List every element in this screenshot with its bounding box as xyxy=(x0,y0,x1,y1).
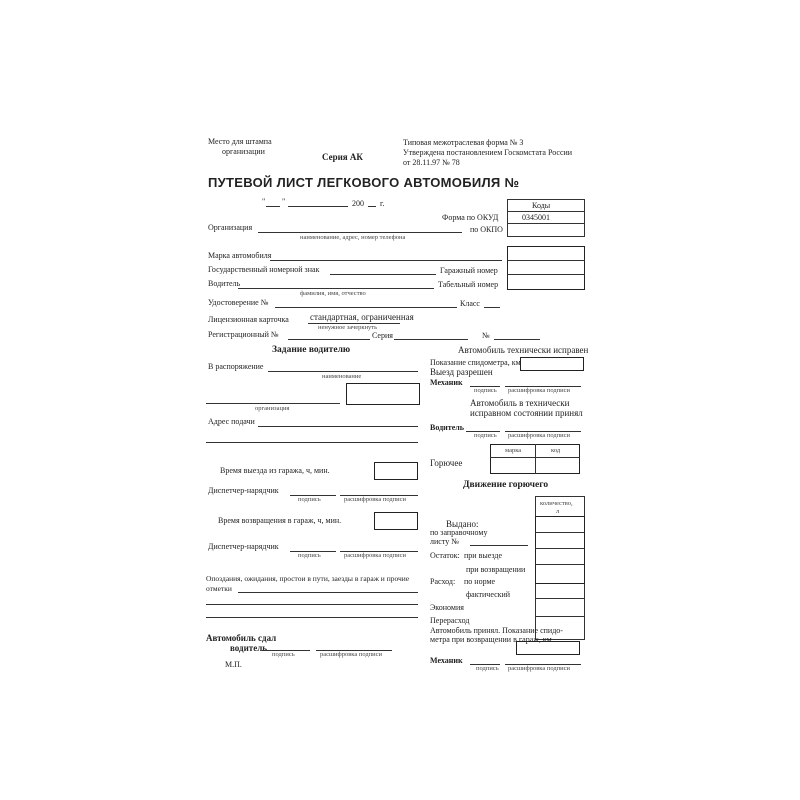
exit-allowed-label: Выезд разрешен xyxy=(430,367,493,377)
task-heading: Задание водителю xyxy=(272,345,351,355)
at-exit-label: при выезде xyxy=(464,551,502,560)
marks-label: отметки xyxy=(206,584,232,593)
marks-field-2[interactable] xyxy=(206,604,418,605)
tab-number-label: Табельный номер xyxy=(438,280,499,289)
by-refuel-label-1: по заправочному xyxy=(430,528,488,537)
handed-signature-hint: подпись xyxy=(272,651,295,658)
quantity-header-1: количество, xyxy=(540,500,573,507)
license-field[interactable] xyxy=(275,307,457,308)
at-return-label: при возвращении xyxy=(466,565,526,574)
mechanic-label-2: Механик xyxy=(430,656,463,665)
page-title: ПУТЕВОЙ ЛИСТ ЛЕГКОВОГО АВТОМОБИЛЯ № xyxy=(208,175,520,190)
signature-decode-hint: расшифровка подписи xyxy=(344,496,407,503)
garage-number-label: Гаражный номер xyxy=(440,266,498,275)
class-label: Класс xyxy=(460,299,480,308)
date-year: 200 xyxy=(352,199,364,208)
form-type-line-2: Утверждена постановлением Госкомстата России xyxy=(403,148,573,157)
disposal-label: В распоряжение xyxy=(208,362,264,371)
car-accepted-label-2: метра при возвращении в гараж, км xyxy=(430,635,552,644)
garage-box-divider xyxy=(507,274,585,275)
state-number-field[interactable] xyxy=(330,274,436,275)
return-time-box[interactable] xyxy=(374,512,418,530)
driver-hint: фамилия, имя, отчество xyxy=(300,290,366,297)
license-label: Удостоверение № xyxy=(208,298,269,307)
delays-label: Опоздания, ожидания, простои в пути, заезды в гараж и прочие xyxy=(206,574,410,583)
license-card-hint: ненужное зачеркнуть xyxy=(318,324,378,331)
car-brand-label: Марка автомобиля xyxy=(208,251,272,260)
okud-value: 0345001 xyxy=(522,213,550,222)
quantity-cells-thick xyxy=(535,516,585,584)
car-handed-driver-label: водитель xyxy=(230,643,268,653)
class-field[interactable] xyxy=(484,307,500,308)
driver-label: Водитель xyxy=(208,279,241,288)
address-field[interactable] xyxy=(258,426,418,427)
driver-accept-decode-hint: расшифровка подписи xyxy=(508,432,571,439)
mechanic-label: Механик xyxy=(430,378,463,387)
driver-field[interactable] xyxy=(238,288,434,289)
garage-box-divider xyxy=(507,260,585,261)
odometer-box[interactable] xyxy=(520,357,584,371)
accepted-label-1: Автомобиль в технически xyxy=(470,398,570,408)
series-field-label: Серия xyxy=(372,331,393,340)
accepted-label-2: исправном состоянии принял xyxy=(470,408,583,418)
quantity-header-2: л xyxy=(556,508,560,515)
fuel-code-label: код xyxy=(551,447,561,454)
car-handed-label: Автомобиль сдал xyxy=(206,633,277,643)
disposal-code-box[interactable] xyxy=(346,383,420,405)
signature-hint-2: подпись xyxy=(298,552,321,559)
car-accepted-label-1: Автомобиль принял. Показание спидо- xyxy=(430,626,563,635)
reg-number-label: Регистрационный № xyxy=(208,330,279,339)
address-label: Адрес подачи xyxy=(208,417,255,426)
mechanic-2-decode-hint: расшифровка подписи xyxy=(508,665,571,672)
stamp-label: М.П. xyxy=(225,660,242,669)
fuel-brand-label: марка xyxy=(505,447,522,454)
stamp-place-label: Место для штампа xyxy=(208,137,272,146)
dispatcher-label-2: Диспетчер-нарядчик xyxy=(208,542,279,551)
fuel-movement-heading: Движение горючего xyxy=(463,480,549,490)
date-year-suffix: г. xyxy=(380,199,385,208)
okpo-label: по ОКПО xyxy=(470,225,503,234)
organization-task-field[interactable] xyxy=(206,403,340,404)
disposal-hint: наименование xyxy=(322,373,362,380)
exit-time-box[interactable] xyxy=(374,462,418,480)
fuel-label: Горючее xyxy=(430,458,463,468)
marks-field[interactable] xyxy=(238,592,418,593)
organization-task-hint: организация xyxy=(255,405,290,412)
address-field-2[interactable] xyxy=(206,442,418,443)
fuel-table-col-divider xyxy=(535,444,536,474)
date-day-line[interactable] xyxy=(266,206,280,207)
garage-tab-box xyxy=(507,246,585,290)
organization-field[interactable] xyxy=(258,232,462,233)
form-type-line-1: Типовая межотраслевая форма № 3 xyxy=(403,138,524,147)
dispatcher-label: Диспетчер-нарядчик xyxy=(208,486,279,495)
quantity-row[interactable] xyxy=(535,564,584,565)
consumption-label: Расход: xyxy=(430,577,456,586)
marks-field-3[interactable] xyxy=(206,617,418,618)
organization-hint: наименование, адрес, номер телефона xyxy=(300,234,406,241)
series-label: Серия АК xyxy=(322,152,363,162)
economy-label: Экономия xyxy=(430,603,464,612)
codes-divider xyxy=(507,223,584,224)
driver-accept-signature-hint: подпись xyxy=(474,432,497,439)
codes-divider xyxy=(507,211,584,212)
refuel-sheet-number-field[interactable] xyxy=(470,545,528,546)
codes-header: Коды xyxy=(532,201,551,210)
number-field[interactable] xyxy=(494,339,540,340)
by-norm-label: по норме xyxy=(464,577,496,586)
series-field[interactable] xyxy=(394,339,468,340)
number-label: № xyxy=(482,331,490,340)
date-quote-open: " xyxy=(262,197,266,206)
form-type-line-3: от 28.11.97 № 78 xyxy=(403,158,460,167)
date-quote-close: " xyxy=(282,197,286,206)
remainder-label: Остаток: xyxy=(430,551,460,560)
driver-accept-label: Водитель xyxy=(430,423,464,432)
quantity-row[interactable] xyxy=(535,548,584,549)
license-card-value: стандартная, ограниченная xyxy=(310,312,414,322)
car-brand-field[interactable] xyxy=(270,260,502,261)
reg-number-field[interactable] xyxy=(288,339,370,340)
mechanic-2-signature-hint: подпись xyxy=(476,665,499,672)
by-refuel-label-2: листу № xyxy=(430,537,459,546)
okud-label: Форма по ОКУД xyxy=(442,213,499,222)
quantity-row[interactable] xyxy=(535,616,584,617)
stamp-place-label-2: организации xyxy=(222,147,265,156)
issued-label: Выдано: xyxy=(446,519,479,529)
exit-time-label: Время выезда из гаража, ч, мин. xyxy=(220,466,330,475)
handed-decode-hint: расшифровка подписи xyxy=(320,651,383,658)
disposal-field[interactable] xyxy=(268,371,418,372)
quantity-row[interactable] xyxy=(535,598,584,599)
license-card-label: Лицензионная карточка xyxy=(208,315,289,324)
actual-label: фактический xyxy=(466,590,511,599)
return-time-label: Время возвращения в гараж, ч, мин. xyxy=(218,516,342,525)
return-odometer-box[interactable] xyxy=(516,641,580,655)
state-number-label: Государственный номерной знак xyxy=(208,265,320,274)
odometer-label: Показание спидометра, км xyxy=(430,358,521,367)
organization-label: Организация xyxy=(208,223,253,232)
mechanic-decode-hint: расшифровка подписи xyxy=(508,387,571,394)
date-month-line[interactable] xyxy=(288,206,348,207)
mechanic-signature-hint: подпись xyxy=(474,387,497,394)
overuse-label: Перерасход xyxy=(430,616,470,625)
signature-decode-hint-2: расшифровка подписи xyxy=(344,552,407,559)
signature-hint: подпись xyxy=(298,496,321,503)
date-year-line[interactable] xyxy=(368,206,376,207)
tech-ok-label: Автомобиль технически исправен xyxy=(458,345,589,355)
quantity-row[interactable] xyxy=(535,532,584,533)
